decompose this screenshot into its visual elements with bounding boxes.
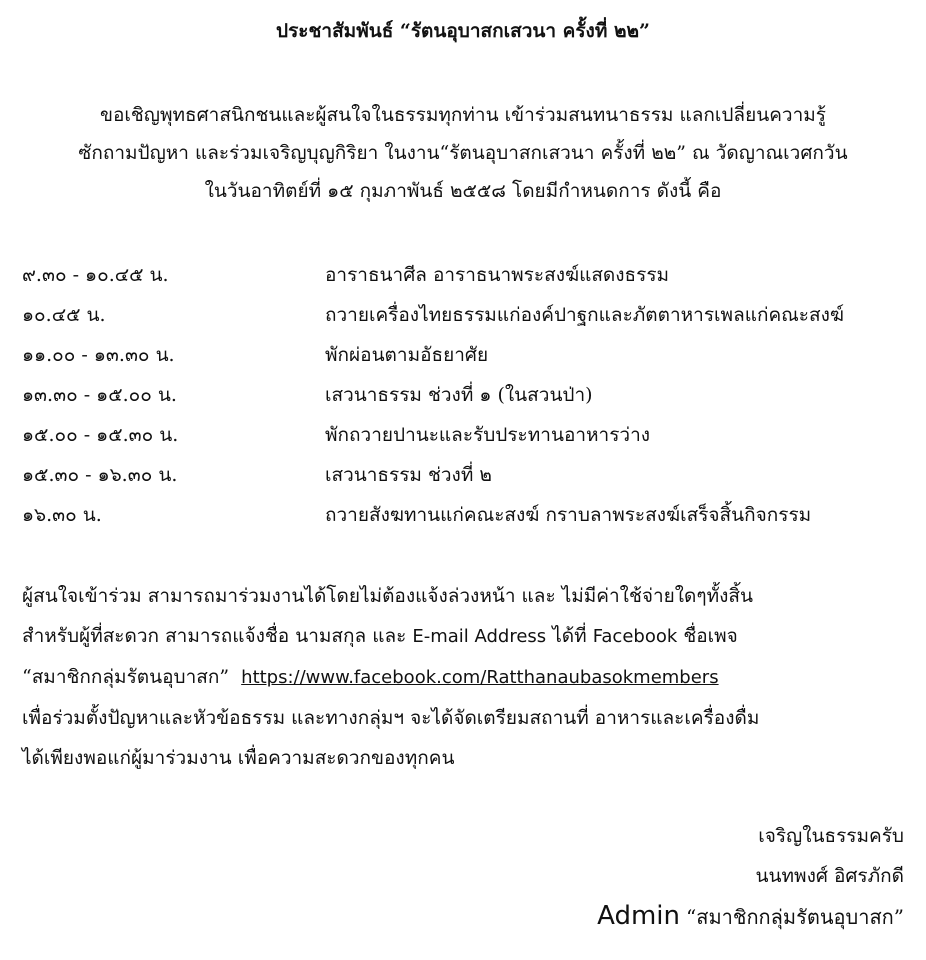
schedule-row <box>22 338 912 378</box>
schedule-time: ๑๕.๓๐ - ๑๖.๓๐ น. <box>22 464 178 486</box>
schedule-desc: ถวายสังฆทานแก่คณะสงฆ์ กราบลาพระสงฆ์เสร็จสิ้นกิจกรรม <box>325 504 812 526</box>
schedule-time: ๑๑.๐๐ - ๑๓.๓๐ น. <box>22 344 175 366</box>
info-paragraph <box>22 576 912 778</box>
email-label: E-mail Address <box>412 626 547 647</box>
facebook-label: Facebook <box>592 626 678 647</box>
info-line-3 <box>22 657 912 698</box>
admin-group: “สมาชิกกลุ่มรัตนอุบาสก” <box>686 905 904 929</box>
page-title: ประชาสัมพันธ์ “รัตนอุบาสกเสวนา ครั้งที่ ๒๒” <box>276 20 650 42</box>
signature-block <box>597 816 904 938</box>
schedule-list <box>22 258 912 538</box>
schedule-time: ๑๕.๐๐ - ๑๕.๓๐ น. <box>22 424 179 446</box>
schedule-row <box>22 458 912 498</box>
info-line-2-page: ชื่อเพจ <box>683 625 738 647</box>
schedule-row <box>22 258 912 298</box>
schedule-row <box>22 378 912 418</box>
facebook-link[interactable]: https://www.facebook.com/Ratthanaubasokmembers <box>241 667 719 688</box>
intro-line-1: ขอเชิญพุทธศาสนิกชนและผู้สนใจในธรรมทุกท่าน เข้าร่วมสนทนาธรรม แลกเปลี่ยนความรู้ <box>100 104 826 126</box>
schedule-time: ๑๐.๔๕ น. <box>22 304 106 326</box>
signature-admin <box>597 896 904 938</box>
info-line-2-at: ได้ที่ <box>552 625 587 647</box>
intro-paragraph <box>20 96 906 210</box>
info-line-2 <box>22 616 912 657</box>
schedule-row <box>22 498 912 538</box>
schedule-time: ๙.๓๐ - ๑๐.๔๕ น. <box>22 264 169 286</box>
intro-line-2: ซักถามปัญหา และร่วมเจริญบุญกิริยา ในงาน“รัตนอุบาสกเสวนา ครั้งที่ ๒๒” ณ วัดญาณเวศกวัน <box>78 142 848 164</box>
schedule-desc: เสวนาธรรม ช่วงที่ ๒ <box>325 464 492 486</box>
schedule-row <box>22 418 912 458</box>
schedule-time: ๑๖.๓๐ น. <box>22 504 102 526</box>
schedule-desc: ถวายเครื่องไทยธรรมแก่องค์ปาฐกและภัตตาหารเพลแก่คณะสงฆ์ <box>325 304 844 326</box>
info-line-5: ได้เพียงพอแก่ผู้มาร่วมงาน เพื่อความสะดวกของทุกคน <box>22 747 455 769</box>
intro-line-3: ในวันอาทิตย์ที่ ๑๕ กุมภาพันธ์ ๒๕๕๘ โดยมีกำหนดการ ดังนี้ คือ <box>204 180 722 202</box>
schedule-time: ๑๓.๓๐ - ๑๕.๐๐ น. <box>22 384 177 406</box>
schedule-desc: พักถวายปานะและรับประทานอาหารว่าง <box>325 424 651 446</box>
schedule-row <box>22 298 912 338</box>
signature-name: นนทพงศ์ อิศรภักดี <box>755 865 904 887</box>
signature-closing: เจริญในธรรมครับ <box>758 825 904 847</box>
admin-label: Admin <box>597 901 680 931</box>
info-line-2-text: สำหรับผู้ที่สะดวก สามารถแจ้งชื่อ นามสกุล และ <box>22 625 407 647</box>
schedule-desc: พักผ่อนตามอัธยาศัย <box>325 344 489 366</box>
page-name: “สมาชิกกลุ่มรัตนอุบาสก” <box>22 666 230 688</box>
schedule-desc: เสวนาธรรม ช่วงที่ ๑ (ในสวนป่า) <box>325 384 593 406</box>
info-line-1: ผู้สนใจเข้าร่วม สามารถมาร่วมงานได้โดยไม่ต้องแจ้งล่วงหน้า และ ไม่มีค่าใช้จ่ายใดๆทั้งสิ้น <box>22 585 753 607</box>
schedule-desc: อาราธนาศีล อาราธนาพระสงฆ์แสดงธรรม <box>325 264 670 286</box>
info-line-4: เพื่อร่วมตั้งปัญหาและหัวข้อธรรม และทางกลุ่มฯ จะได้จัดเตรียมสถานที่ อาหารและเครื่องดื่ม <box>22 707 760 729</box>
